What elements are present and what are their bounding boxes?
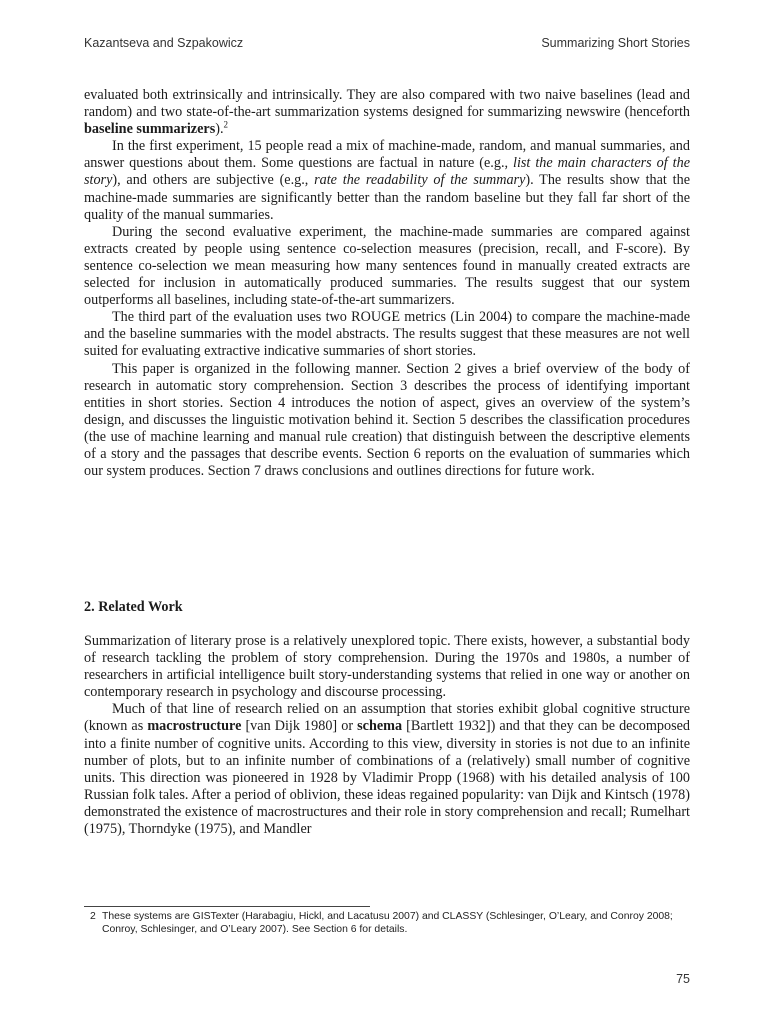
page-number: 75 — [676, 972, 690, 986]
related-work-body — [84, 633, 690, 838]
footnote — [84, 910, 690, 937]
running-head-title: Summarizing Short Stories — [541, 36, 690, 50]
term-schema: schema — [357, 718, 403, 735]
intro-paragraph-5: This paper is organized in the following manner. Section 2 gives a brief overview of the body of research in automatic story comprehension. Section 3 describes the process of identifying important entities in short stories. Section 4 introduces the notion of aspect, gives an overview of the system’s design, and discusses the linguistic motivation behind it. Section 5 describes the classification procedures (the use of machine learning and manual rule creation) that distinguish between the descriptive elements of a story and the passages that describe events. Section 6 reports on the evaluation of summaries which our system produces. Section 7 draws conclusions and outlines directions for future work. — [84, 360, 690, 480]
footnote-divider — [84, 906, 370, 907]
intro-paragraph-3: During the second evaluative experiment, the machine-made summaries are compared against extracts created by people using sentence co-selection measures (precision, recall, and F-score). By sentence co-selection we mean measuring how many sentences found in manually created extracts are selected for inclusion in automatically produced summaries. The results suggest that our system outperforms all baselines, including state-of-the-art summarizers. — [84, 223, 690, 309]
footnote-ref[interactable]: 2 — [223, 119, 228, 130]
section-heading-related-work: 2. Related Work — [84, 599, 183, 615]
term-baseline-summarizers: baseline summarizers — [84, 121, 216, 138]
intro-paragraph-4: The third part of the evaluation uses two ROUGE metrics (Lin 2004) to compare the machine-made and the baseline summaries with the model abstracts. The results suggest that these measures are not well suited for evaluating extractive indicative summaries of short stories. — [84, 309, 690, 360]
related-work-paragraph-2: Much of that line of research relied on an assumption that stories exhibit global cognitive structure (known as macrostructure [van Dijk 1980] or schema [Bartlett 1932]) and that they can be decomposed into a finite number of cognitive units. According to this view, diversity in stories is not due to an infinite number of plots, but to an infinite number of combinations of a (relatively) small number of cognitive units. This direction was pioneered in 1928 by Vladimir Propp (1968) with his detailed analysis of 100 Russian folk tales. After a period of oblivion, these ideas regained popularity: van Dijk and Kintsch (1978) demonstrated the existence of macrostructures and their role in story comprehension and recall; Rumelhart (1975), Thorndyke (1975), and Mandler — [84, 701, 690, 838]
intro-body — [84, 87, 690, 480]
intro-paragraph-2: In the first experiment, 15 people read a mix of machine-made, random, and manual summaries, and answer questions about them. Some questions are factual in nature (e.g., list the main characters of the story), and others are subjective (e.g., rate the readability of the summary). The results show that the machine-made summaries are significantly better than the random baseline but they fall far short of the quality of the manual summaries. — [84, 138, 690, 223]
footnote-number: 2 — [90, 911, 96, 922]
running-head-authors: Kazantseva and Szpakowicz — [84, 36, 244, 50]
intro-paragraph-1: evaluated both extrinsically and intrinsically. They are also compared with two naive baselines (lead and random) and two state-of-the-art summarization systems designed for summarizing newswire (henceforth baseline summarizers).$^2$ — [84, 87, 690, 138]
term-macrostructure: macrostructure — [147, 718, 242, 735]
related-work-paragraph-1: Summarization of literary prose is a relatively unexplored topic. There exists, however, a substantial body of research tackling the problem of story comprehension. During the 1970s and 1980s, a number of researchers in artificial intelligence built story-understanding systems that relied in one way or another on contemporary research in psychology and discourse processing. — [84, 633, 690, 701]
footnote-text: These systems are GISTexter (Harabagiu, Hickl, and Lacatusu 2007) and CLASSY (Schlesinger, O’Leary, and Conroy 2008; Conroy, Schlesinger, and O’Leary 2007). See Section 6 for details. — [102, 911, 673, 936]
